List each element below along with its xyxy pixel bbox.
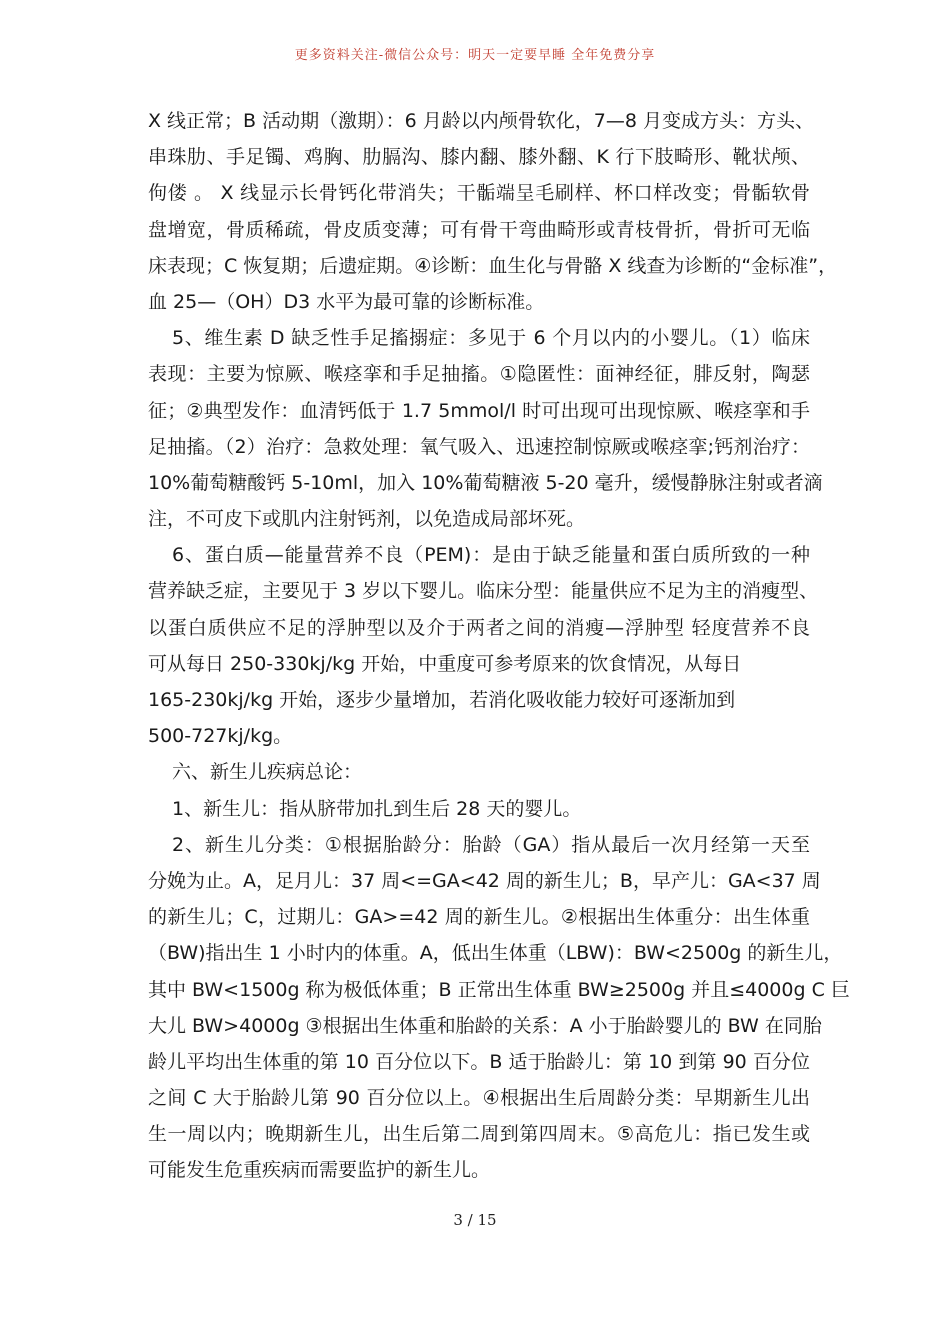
header-promo-note: 更多资料关注-微信公众号：明天一定要早睡 全年免费分享 xyxy=(294,48,656,63)
text-line: 6、蛋白质—能量营养不良（PEM)：是由于缺乏能量和蛋白质所致的一种 xyxy=(172,544,810,567)
text-line: 龄儿平均出生体重的第 10 百分位以下。B 适于胎龄儿：第 10 到第 90 百分位 xyxy=(148,1050,810,1073)
text-line: 生一周以内；晚期新生儿，出生后第二周到第四周末。⑤高危儿：指已发生或 xyxy=(148,1123,810,1146)
text-line: 大儿 BW>4000g ③根据出生体重和胎龄的关系：A 小于胎龄婴儿的 BW 在同胎 xyxy=(148,1014,822,1037)
text-line: 2、新生儿分类：①根据胎龄分：胎龄（GA）指从最后一次月经第一天至 xyxy=(172,833,810,856)
text-line: 500-727kj/kg。 xyxy=(148,725,293,748)
text-line: 床表现；C 恢复期；后遗症期。④诊断：血生化与骨骼 X 线查为诊断的“金标准”， xyxy=(148,254,838,277)
text-line: 5、维生素 D 缺乏性手足搐搦症：多见于 6 个月以内的小婴儿。（1）临床 xyxy=(172,327,810,350)
text-line: 血 25—（OH）D3 水平为最可靠的诊断标准。 xyxy=(148,290,545,313)
text-line: 可从每日 250-330kj/kg 开始，中重度可参考原来的饮食情况，从每日 xyxy=(148,652,742,675)
text-line: 的新生儿；C，过期儿：GA>=42 周的新生儿。②根据出生体重分：出生体重 xyxy=(148,906,810,929)
text-line: 串珠肋、手足镯、鸡胸、肋膈沟、膝内翻、膝外翻、K 行下肢畸形、靴状颅、 xyxy=(148,146,810,169)
document-body xyxy=(148,103,850,1189)
page-number: 3 / 15 xyxy=(453,1211,497,1229)
text-line: 分娩为止。A，足月儿：37 周<=GA<42 周的新生儿；B，早产儿：GA<37 周 xyxy=(148,869,821,892)
text-line: 足抽搐。（2）治疗：急救处理：氧气吸入、迅速控制惊厥或喉痉挛;钙剂治疗： xyxy=(148,435,810,458)
text-line: 可能发生危重疾病而需要监护的新生儿。 xyxy=(148,1159,491,1182)
text-line: 佝偻 。 X 线显示长骨钙化带消失；干骺端呈毛刷样、杯口样改变；骨骺软骨 xyxy=(148,182,810,205)
text-line: 表现：主要为惊厥、喉痉挛和手足抽搐。①隐匿性：面神经征，腓反射，陶瑟 xyxy=(148,363,810,386)
text-line: 之间 C 大于胎龄儿第 90 百分位以上。④根据出生后周龄分类：早期新生儿出 xyxy=(148,1087,810,1110)
text-line: 165-230kj/kg 开始，逐步少量增加，若消化吸收能力较好可逐渐加到 xyxy=(148,689,736,711)
text-line: 六、新生儿疾病总论： xyxy=(172,761,363,784)
text-line: X 线正常；B 活动期（激期）：6 月龄以内颅骨软化，7—8 月变成方头：方头、 xyxy=(148,110,814,132)
text-line: 盘增宽，骨质稀疏，骨皮质变薄；可有骨干弯曲畸形或青枝骨折，骨折可无临 xyxy=(148,218,810,241)
text-line: 营养缺乏症，主要见于 3 岁以下婴儿。临床分型：能量供应不足为主的消瘦型、 xyxy=(148,580,819,603)
text-line: （BW)指出生 1 小时内的体重。A，低出生体重（LBW)：BW<2500g 的新生儿， xyxy=(148,942,843,965)
text-line: 征；②典型发作：血清钙低于 1.7 5mmol/l 时可出现可出现惊厥、喉痉挛和手 xyxy=(148,399,810,422)
text-line: 以蛋白质供应不足的浮肿型以及介于两者之间的消瘦—浮肿型 轻度营养不良 xyxy=(148,616,810,639)
text-line: 1、新生儿：指从脐带加扎到生后 28 天的婴儿。 xyxy=(172,797,582,820)
text-line: 其中 BW<1500g 称为极低体重；B 正常出生体重 BW≥2500g 并且≤4000g C 巨 xyxy=(148,978,850,1001)
text-line: 10%葡萄糖酸钙 5-10ml，加入 10%葡萄糖液 5-20 毫升，缓慢静脉注射或者滴 xyxy=(148,471,823,494)
text-line: 注，不可皮下或肌内注射钙剂，以免造成局部坏死。 xyxy=(148,508,586,531)
